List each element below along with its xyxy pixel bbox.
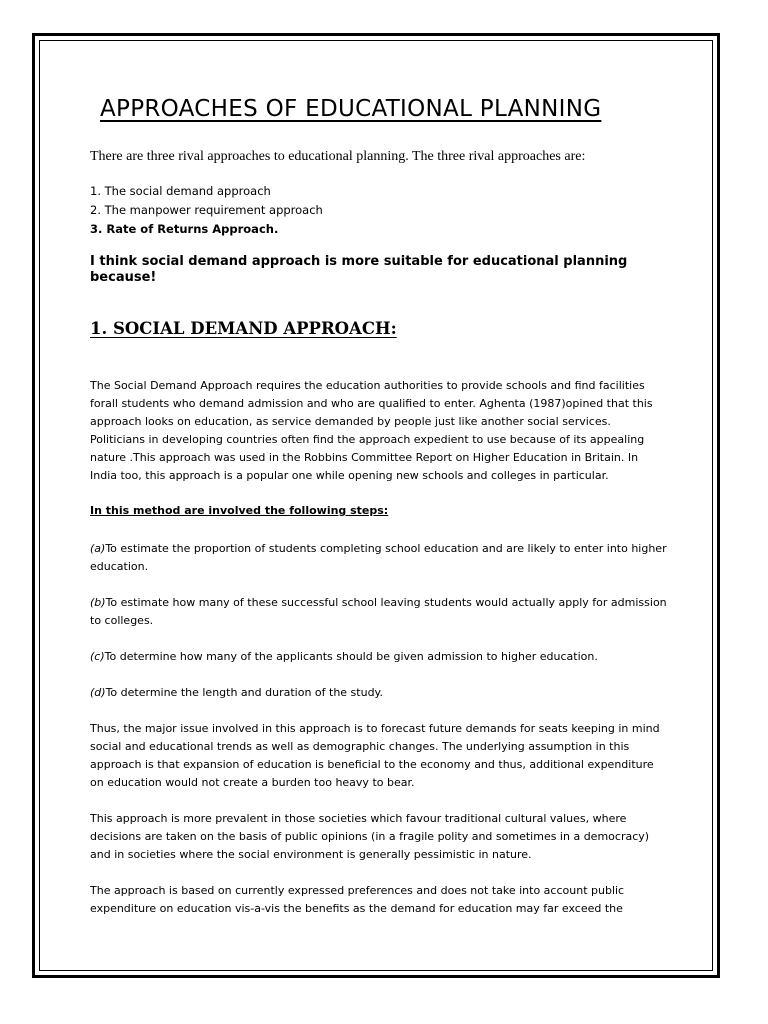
step-text: To estimate the proportion of students completing school education and are likely to enter into higher education.: [90, 542, 667, 573]
step-label: (d): [90, 686, 106, 699]
step-item: [90, 684, 668, 702]
approach-list: [90, 182, 323, 239]
opinion-text: I think social demand approach is more suitable for educational planning because!: [90, 254, 628, 285]
step-label: (a): [90, 542, 106, 555]
step-text: To determine how many of the applicants should be given admission to higher education.: [104, 650, 598, 663]
list-item: 2. The manpower requirement approach: [90, 203, 323, 217]
paragraph: The Social Demand Approach requires the education authorities to provide schools and find facilities forall students who demand admission and who are qualified to enter. Aghenta (1987)opined that this approach looks on education, as service demanded by people just like another social services. Politicians in developing countries often find the approach expedient to use because of its appealing nature .This approach was used in the Robbins Committee Report on Higher Education in Britain. In India too, this approach is a popular one while opening new schools and colleges in particular.: [90, 379, 653, 482]
intro-text: There are three rival approaches to educational planning. The three rival approaches are:: [90, 149, 586, 164]
list-item: 3. Rate of Returns Approach.: [90, 222, 279, 236]
step-item: [90, 594, 668, 630]
paragraph: Thus, the major issue involved in this approach is to forecast future demands for seats keeping in mind social and educational trends as well as demographic changes. The underlying assumption in this approach is that expansion of education is beneficial to the economy and thus, additional expenditure on education would not create a burden too heavy to bear.: [90, 722, 660, 789]
paragraph: This approach is more prevalent in those societies which favour traditional cultural values, where decisions are taken on the basis of public opinions (in a fragile polity and sometimes in a democracy) and in societies where the social environment is generally pessimistic in nature.: [90, 812, 650, 861]
step-text: To determine the length and duration of the study.: [105, 686, 383, 699]
step-label: (b): [90, 596, 106, 609]
step-label: (c): [90, 650, 105, 663]
steps-heading: In this method are involved the following steps:: [90, 504, 389, 517]
paragraph: The approach is based on currently expressed preferences and does not take into account public expenditure on education vis-a-vis the benefits as the demand for education may far exceed the: [90, 884, 625, 915]
step-text: To estimate how many of these successful school leaving students would actually apply for admission to colleges.: [90, 596, 667, 627]
step-item: [90, 540, 668, 576]
step-item: [90, 648, 668, 666]
page-title: APPROACHES OF EDUCATIONAL PLANNING: [100, 96, 602, 122]
section-heading: 1. SOCIAL DEMAND APPROACH:: [90, 319, 397, 338]
list-item: 1. The social demand approach: [90, 184, 271, 198]
